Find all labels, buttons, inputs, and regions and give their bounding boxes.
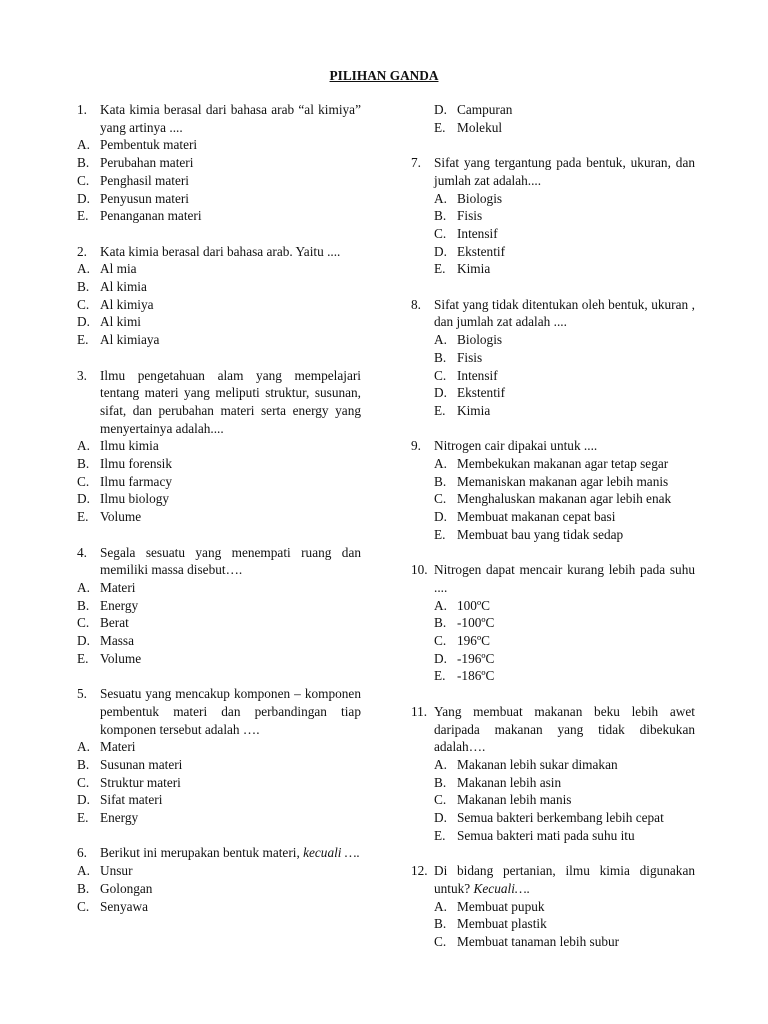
option-text: Ilmu forensik bbox=[100, 456, 173, 472]
option-text: Penyusun materi bbox=[100, 190, 190, 206]
option-c bbox=[77, 296, 361, 314]
option-text: Senyawa bbox=[100, 898, 148, 914]
option-text: Intensif bbox=[457, 367, 498, 383]
option-text: Ilmu biology bbox=[100, 491, 170, 507]
question-number: 10. bbox=[411, 562, 428, 578]
option-b bbox=[77, 154, 361, 172]
option-text: 196ºC bbox=[457, 633, 490, 649]
option-label: C. bbox=[434, 225, 447, 241]
option-label: B. bbox=[434, 916, 447, 932]
option-e bbox=[77, 508, 361, 526]
option-label: D. bbox=[434, 385, 447, 401]
option-text: Ekstentif bbox=[457, 243, 506, 259]
option-text: Unsur bbox=[100, 863, 133, 879]
option-label: D. bbox=[77, 491, 90, 507]
option-e bbox=[411, 119, 695, 137]
option-label: C. bbox=[434, 491, 447, 507]
option-text: Golongan bbox=[100, 880, 153, 896]
question-number: 8. bbox=[411, 296, 421, 312]
option-text: Ilmu kimia bbox=[100, 438, 159, 454]
option-text: Energy bbox=[100, 810, 139, 826]
question-number: 11. bbox=[411, 703, 428, 719]
option-text: -186ºC bbox=[457, 668, 495, 684]
option-b bbox=[411, 614, 695, 632]
option-d bbox=[411, 508, 695, 526]
option-label: E. bbox=[434, 261, 446, 277]
option-text: Kimia bbox=[457, 402, 491, 418]
option-text: Ekstentif bbox=[457, 385, 506, 401]
option-label: C. bbox=[434, 792, 447, 808]
option-label: A. bbox=[434, 756, 447, 772]
option-d bbox=[411, 243, 695, 261]
option-label: B. bbox=[77, 597, 90, 613]
question-6 bbox=[77, 844, 361, 915]
question-stem-text: Berikut ini merupakan bentuk materi, bbox=[100, 845, 300, 861]
option-c bbox=[411, 632, 695, 650]
option-a bbox=[411, 190, 695, 208]
option-label: E. bbox=[77, 810, 89, 826]
option-label: B. bbox=[434, 774, 447, 790]
question-number: 7. bbox=[411, 155, 421, 171]
option-a bbox=[77, 862, 361, 880]
option-label: A. bbox=[77, 739, 90, 755]
option-label: B. bbox=[77, 756, 90, 772]
question-4 bbox=[77, 544, 361, 668]
option-text: Materi bbox=[100, 739, 136, 755]
option-text: Semua bakteri berkembang lebih cepat bbox=[457, 810, 664, 826]
option-label: C. bbox=[77, 473, 90, 489]
option-b bbox=[77, 597, 361, 615]
option-label: C. bbox=[77, 615, 90, 631]
option-text: Al kimiaya bbox=[100, 332, 160, 348]
option-label: C. bbox=[77, 296, 90, 312]
option-text: Semua bakteri mati pada suhu itu bbox=[457, 827, 635, 843]
option-d bbox=[77, 490, 361, 508]
option-label: C. bbox=[434, 633, 447, 649]
option-text: Materi bbox=[100, 579, 136, 595]
question-number: 5. bbox=[77, 686, 87, 702]
option-d bbox=[411, 101, 695, 119]
option-text: Susunan materi bbox=[100, 756, 183, 772]
option-e bbox=[77, 207, 361, 225]
option-text: 100ºC bbox=[457, 597, 490, 613]
option-a bbox=[77, 738, 361, 756]
option-e bbox=[411, 827, 695, 845]
option-label: D. bbox=[434, 650, 447, 666]
left-column bbox=[77, 101, 361, 933]
option-c bbox=[77, 774, 361, 792]
option-c bbox=[411, 933, 695, 951]
option-b bbox=[77, 455, 361, 473]
question-stem: Sifat yang tergantung pada bentuk, ukuran, dan jumlah zat adalah.... bbox=[434, 155, 695, 188]
option-label: A. bbox=[434, 190, 447, 206]
question-stem: Segala sesuatu yang menempati ruang dan memiliki massa disebut…. bbox=[100, 544, 361, 578]
option-text: Makanan lebih manis bbox=[457, 792, 572, 808]
option-text: Membuat bau yang tidak sedap bbox=[457, 526, 624, 542]
option-c bbox=[77, 614, 361, 632]
option-text: Berat bbox=[100, 615, 129, 631]
option-b bbox=[411, 473, 695, 491]
question-3 bbox=[77, 367, 361, 526]
option-c bbox=[77, 898, 361, 916]
option-label: A. bbox=[77, 863, 90, 879]
option-text: Pembentuk materi bbox=[100, 137, 198, 153]
option-text: Penghasil materi bbox=[100, 172, 189, 188]
question-stem: Kata kimia berasal dari bahasa arab “al kimiya” yang artinya .... bbox=[100, 102, 361, 135]
option-b bbox=[411, 915, 695, 933]
option-label: E. bbox=[77, 208, 89, 224]
option-label: B. bbox=[77, 155, 90, 171]
question-11 bbox=[411, 703, 695, 845]
option-label: D. bbox=[434, 810, 447, 826]
option-label: E. bbox=[77, 332, 89, 348]
option-c bbox=[77, 473, 361, 491]
option-a bbox=[411, 597, 695, 615]
option-label: B. bbox=[434, 615, 447, 631]
option-text: Al kimiya bbox=[100, 296, 154, 312]
option-a bbox=[411, 455, 695, 473]
option-c bbox=[411, 225, 695, 243]
option-text: Al kimi bbox=[100, 314, 142, 330]
option-e bbox=[77, 809, 361, 827]
option-text: Fisis bbox=[457, 208, 483, 224]
option-text: Volume bbox=[100, 650, 142, 666]
option-d bbox=[77, 190, 361, 208]
option-a bbox=[77, 136, 361, 154]
question-7 bbox=[411, 154, 695, 278]
question-12 bbox=[411, 862, 695, 951]
option-text: Memaniskan makanan agar lebih manis bbox=[457, 473, 669, 489]
option-a bbox=[77, 579, 361, 597]
option-text: -196ºC bbox=[457, 650, 495, 666]
question-stem: Nitrogen cair dipakai untuk .... bbox=[434, 438, 598, 454]
option-label: B. bbox=[434, 473, 447, 489]
option-label: A. bbox=[434, 898, 447, 914]
question-stem: Nitrogen dapat mencair kurang lebih pada suhu .... bbox=[434, 562, 695, 595]
option-label: A. bbox=[77, 438, 90, 454]
question-6-continued bbox=[411, 101, 695, 136]
option-text: Volume bbox=[100, 509, 142, 525]
option-d bbox=[77, 313, 361, 331]
option-label: D. bbox=[77, 633, 90, 649]
option-a bbox=[411, 331, 695, 349]
question-number: 4. bbox=[77, 544, 87, 560]
option-a bbox=[411, 898, 695, 916]
question-stem: Sifat yang tidak ditentukan oleh bentuk, ukuran , dan jumlah zat adalah .... bbox=[434, 296, 695, 330]
option-text: Biologis bbox=[457, 332, 503, 348]
option-text: Membekukan makanan agar tetap segar bbox=[457, 456, 669, 472]
option-d bbox=[411, 650, 695, 668]
option-text: Campuran bbox=[457, 102, 513, 117]
option-b bbox=[77, 756, 361, 774]
option-label: E. bbox=[434, 119, 446, 135]
question-stem: Ilmu pengetahuan alam yang mempelajari tentang materi yang meliputi struktur, susunan, sifat, dan perubahan materi serta energy yang menyertainya adalah.... bbox=[100, 367, 361, 436]
question-stem bbox=[434, 862, 695, 897]
option-b bbox=[411, 207, 695, 225]
question-number: 12. bbox=[411, 863, 428, 879]
option-a bbox=[77, 437, 361, 455]
option-label: B. bbox=[77, 456, 90, 472]
option-c bbox=[411, 367, 695, 385]
option-label: D. bbox=[77, 190, 90, 206]
option-text: Intensif bbox=[457, 225, 498, 241]
option-text: Kimia bbox=[457, 261, 491, 277]
option-text: Sifat materi bbox=[100, 792, 163, 808]
option-label: B. bbox=[77, 880, 90, 896]
question-5 bbox=[77, 685, 361, 827]
option-text: Membuat pupuk bbox=[457, 898, 545, 914]
option-e bbox=[411, 667, 695, 685]
option-label: C. bbox=[434, 933, 447, 949]
question-stem-italic: kecuali …. bbox=[303, 845, 360, 861]
option-b bbox=[77, 278, 361, 296]
question-stem: Kata kimia berasal dari bahasa arab. Yaitu .... bbox=[100, 243, 341, 259]
option-label: E. bbox=[434, 526, 446, 542]
option-label: E. bbox=[434, 668, 446, 684]
question-stem: Yang membuat makanan beku lebih awet daripada makanan yang tidak dibekukan adalah…. bbox=[434, 703, 695, 755]
option-b bbox=[77, 880, 361, 898]
option-text: Biologis bbox=[457, 190, 503, 206]
question-stem: Sesuatu yang mencakup komponen – komponen pembentuk materi dan perbandingan tiap komponen tersebut adalah …. bbox=[100, 686, 361, 737]
question-8 bbox=[411, 296, 695, 420]
question-number: 3. bbox=[77, 367, 87, 383]
option-text: Penanganan materi bbox=[100, 208, 202, 224]
option-d bbox=[411, 384, 695, 402]
option-e bbox=[411, 402, 695, 420]
option-label: E. bbox=[77, 650, 89, 666]
question-9 bbox=[411, 437, 695, 543]
option-a bbox=[411, 756, 695, 774]
option-label: E. bbox=[77, 509, 89, 525]
option-label: C. bbox=[77, 172, 90, 188]
option-label: B. bbox=[434, 349, 447, 365]
option-label: D. bbox=[434, 509, 447, 525]
option-text: Membuat tanaman lebih subur bbox=[457, 933, 620, 949]
option-text: Membuat plastik bbox=[457, 916, 547, 932]
option-b bbox=[411, 774, 695, 792]
option-label: D. bbox=[77, 792, 90, 808]
option-d bbox=[77, 791, 361, 809]
option-label: A. bbox=[434, 597, 447, 613]
option-a bbox=[77, 260, 361, 278]
option-d bbox=[411, 809, 695, 827]
option-label: A. bbox=[77, 261, 90, 277]
option-label: E. bbox=[434, 402, 446, 418]
option-e bbox=[411, 526, 695, 544]
option-text: Menghaluskan makanan agar lebih enak bbox=[457, 491, 672, 507]
option-label: C. bbox=[77, 898, 90, 914]
option-label: A. bbox=[77, 137, 90, 153]
option-text: Makanan lebih asin bbox=[457, 774, 562, 790]
option-c bbox=[411, 490, 695, 508]
option-label: C. bbox=[77, 774, 90, 790]
option-text: Makanan lebih sukar dimakan bbox=[457, 756, 618, 772]
option-text: Molekul bbox=[457, 119, 503, 135]
question-stem bbox=[100, 844, 361, 862]
option-label: D. bbox=[434, 243, 447, 259]
option-c bbox=[411, 791, 695, 809]
option-label: E. bbox=[434, 827, 446, 843]
option-text: Fisis bbox=[457, 349, 483, 365]
question-number: 2. bbox=[77, 243, 87, 259]
option-label: C. bbox=[434, 367, 447, 383]
option-text: Perubahan materi bbox=[100, 155, 194, 171]
option-e bbox=[411, 260, 695, 278]
option-label: A. bbox=[434, 456, 447, 472]
option-text: Massa bbox=[100, 633, 134, 649]
question-stem-text: Di bidang pertanian, ilmu kimia digunakan untuk? bbox=[434, 863, 695, 896]
question-number: 1. bbox=[77, 102, 87, 117]
option-d bbox=[77, 632, 361, 650]
option-text: Al kimia bbox=[100, 279, 147, 295]
question-2 bbox=[77, 243, 361, 349]
option-label: D. bbox=[77, 314, 90, 330]
option-label: D. bbox=[434, 102, 447, 117]
option-label: B. bbox=[434, 208, 447, 224]
question-10 bbox=[411, 561, 695, 685]
option-label: A. bbox=[77, 579, 90, 595]
option-text: Ilmu farmacy bbox=[100, 473, 172, 489]
question-number: 6. bbox=[77, 845, 87, 861]
option-text: -100ºC bbox=[457, 615, 495, 631]
right-column bbox=[411, 101, 695, 968]
option-text: Al mia bbox=[100, 261, 137, 277]
option-text: Membuat makanan cepat basi bbox=[457, 509, 616, 525]
question-stem-italic: Kecuali…. bbox=[473, 880, 531, 896]
option-b bbox=[411, 349, 695, 367]
option-label: A. bbox=[434, 332, 447, 348]
option-label: B. bbox=[77, 279, 90, 295]
option-text: Energy bbox=[100, 597, 139, 613]
page-title: PILIHAN GANDA bbox=[329, 68, 439, 83]
question-1 bbox=[77, 101, 361, 225]
option-e bbox=[77, 331, 361, 349]
option-text: Struktur materi bbox=[100, 774, 181, 790]
option-e bbox=[77, 650, 361, 668]
question-number: 9. bbox=[411, 438, 421, 454]
option-c bbox=[77, 172, 361, 190]
